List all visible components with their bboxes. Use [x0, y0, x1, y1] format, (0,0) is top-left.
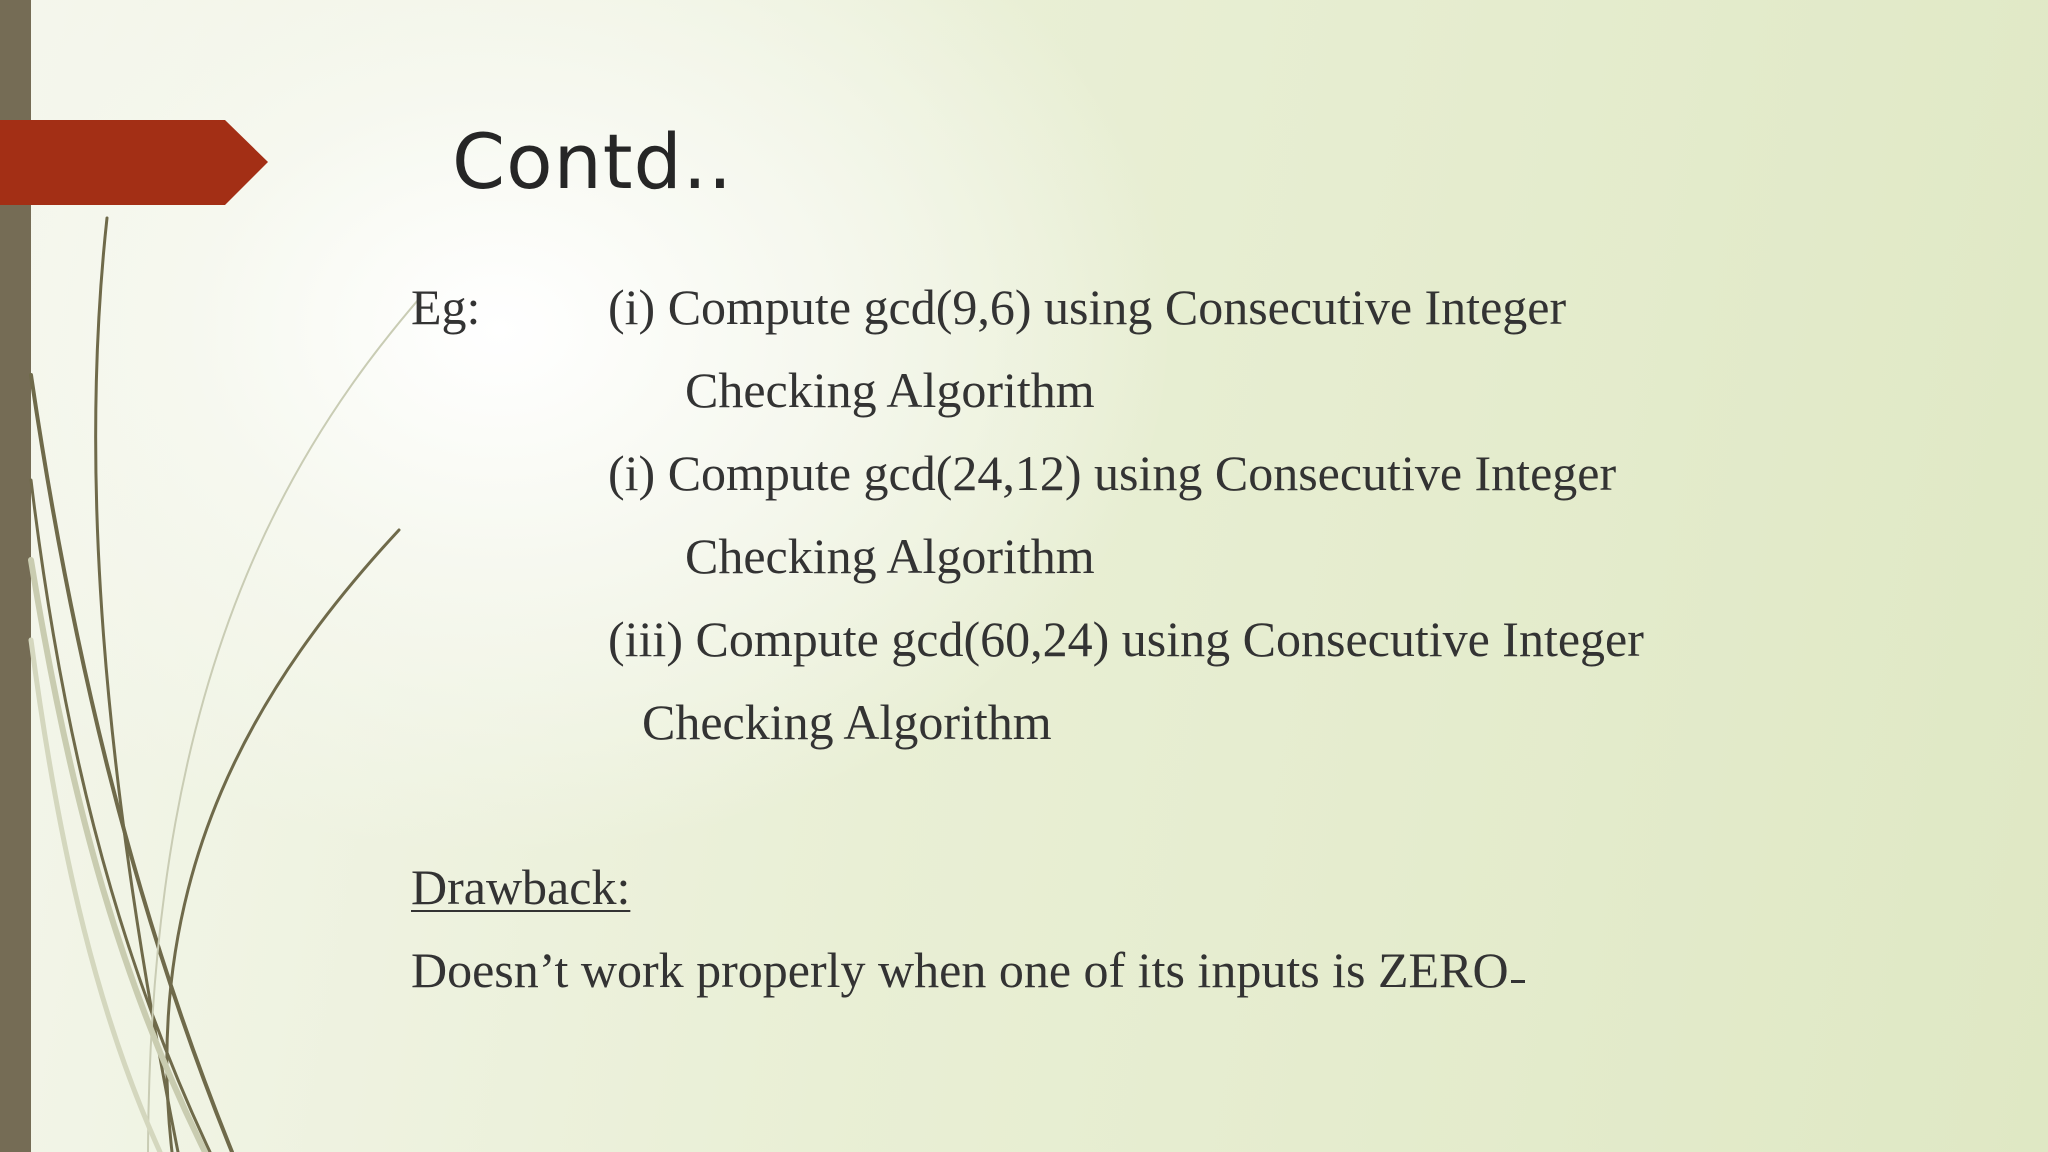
drawback-statement: [411, 938, 1525, 1002]
decorative-curves: [0, 0, 420, 1152]
example-item-2: (i) Compute gcd(24,12) using Consecutive Integer: [608, 445, 1617, 501]
drawback-text: Doesn’t work properly when one of its inputs is ZERO: [411, 942, 1509, 998]
curve-line: [148, 236, 420, 1152]
example-label: Eg:: [411, 279, 481, 335]
example-item-1-continuation: Checking Algorithm: [685, 362, 1095, 418]
curve-line: [31, 375, 232, 1152]
drawback-heading: Drawback:: [411, 859, 631, 915]
curve-line: [167, 530, 399, 1152]
example-item-2-continuation: Checking Algorithm: [685, 528, 1095, 584]
slide-title: Contd..: [452, 117, 734, 206]
example-item-1: (i) Compute gcd(9,6) using Consecutive Integer: [608, 279, 1567, 335]
example-item-3-continuation: Checking Algorithm: [642, 694, 1052, 750]
text-cursor-mark: [1511, 980, 1525, 983]
example-item-3: (iii) Compute gcd(60,24) using Consecutive Integer: [608, 611, 1644, 667]
